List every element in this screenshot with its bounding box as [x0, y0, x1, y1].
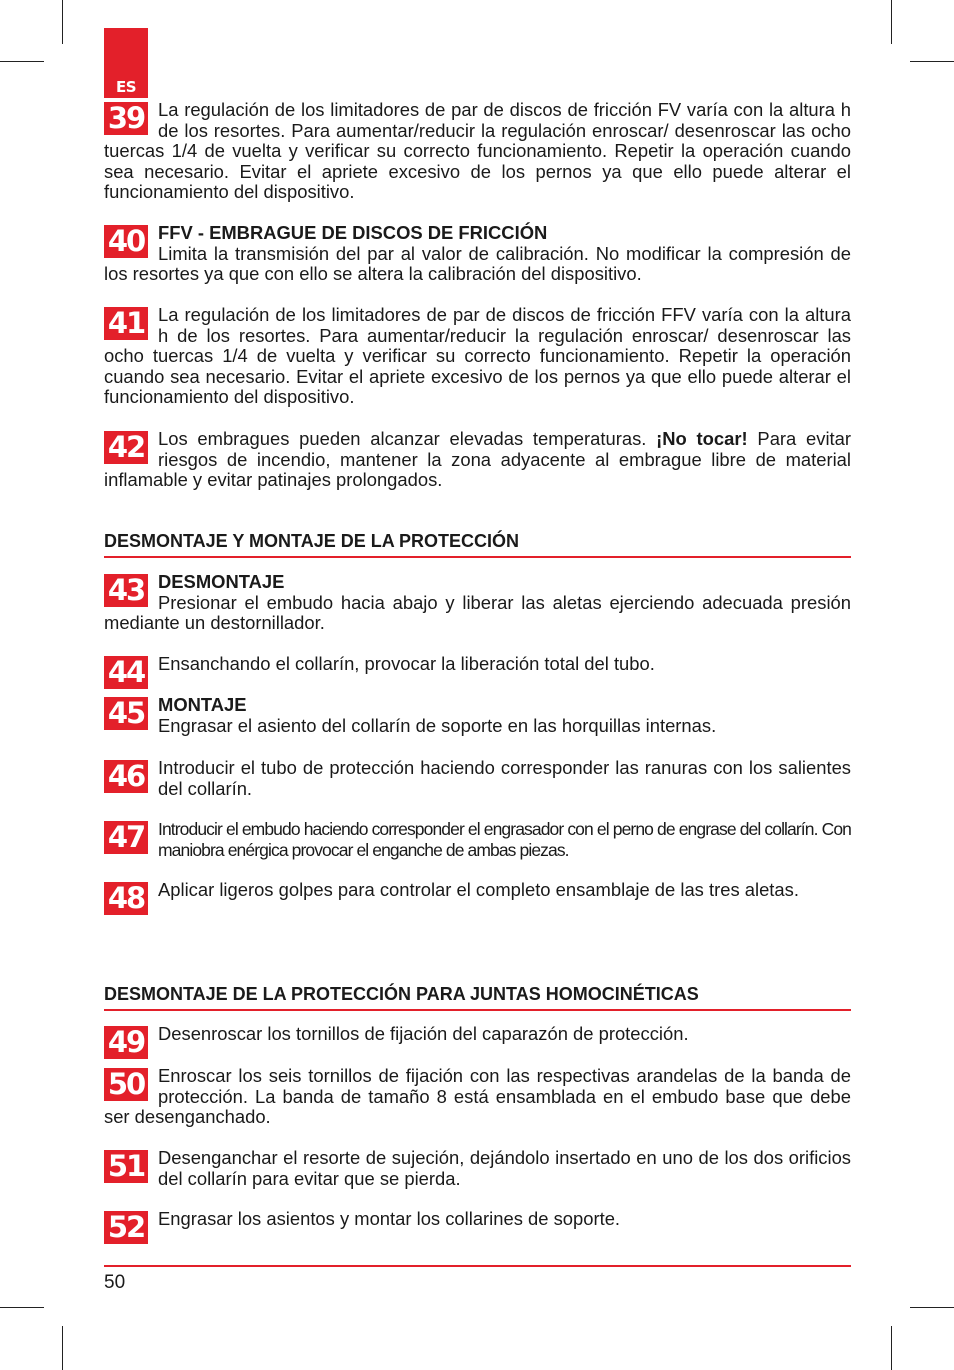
step-48	[104, 880, 851, 915]
step-45	[104, 695, 851, 736]
step-40	[104, 223, 851, 285]
crop-mark	[891, 0, 892, 44]
step-number: 40	[104, 225, 148, 258]
crop-mark	[62, 0, 63, 44]
step-number: 46	[104, 760, 148, 793]
step-number: 43	[104, 574, 148, 607]
crop-mark	[0, 61, 44, 62]
step-text: Ensanchando el collarín, provocar la liberación total del tubo.	[158, 653, 655, 674]
step-number: 52	[104, 1211, 148, 1244]
crop-mark	[0, 1307, 44, 1308]
section-heading-cv-guard: DESMONTAJE DE LA PROTECCIÓN PARA JUNTAS HOMOCINÉTICAS	[104, 983, 851, 1011]
crop-mark	[62, 1326, 63, 1370]
step-subtitle: FFV - EMBRAGUE DE DISCOS DE FRICCIÓN	[158, 222, 548, 243]
step-46	[104, 758, 851, 799]
step-text: Enroscar los seis tornillos de fijación con las respectivas arandelas de la banda de protección. La banda de tamaño 8 está ensamblada en el embudo base que debe ser desenganchado.	[104, 1065, 851, 1127]
step-text: Para evitar riesgos de incendio, mantener la zona adyacente al embrague libre de material inflamable y evitar patinajes prolongados.	[104, 428, 851, 490]
step-number: 39	[104, 102, 148, 135]
step-text: Desenganchar el resorte de sujeción, dejándolo insertado en uno de los dos orificios del collarín para evitar que se pierda.	[158, 1147, 851, 1189]
step-text: Introducir el embudo haciendo corresponder el engrasador con el perno de engrase del collarín. Con maniobra enérgica provocar el enganche de ambas piezas.	[158, 819, 851, 860]
step-47	[104, 819, 851, 860]
step-41	[104, 305, 851, 408]
step-text: Engrasar el asiento del collarín de soporte en las horquillas internas.	[158, 714, 717, 736]
step-text: La regulación de los limitadores de par de discos de fricción FV varía con la altura h de los resortes. Para aumentar/reducir la regulación enroscar/ desenroscar las ocho tuercas 1/4 de vuelta y verificar su correcto funcionamiento. Repetir la operación cuando sea necesario. Evitar el apriete excesivo de los pernos ya que ello puede alterar el funcionamiento del dispositivo.	[104, 99, 851, 202]
step-number: 41	[104, 307, 148, 340]
step-number: 48	[104, 882, 148, 915]
step-44	[104, 654, 851, 689]
step-52	[104, 1209, 851, 1244]
warning-text: ¡No tocar!	[656, 428, 748, 449]
page-number: 50	[104, 1272, 126, 1293]
crop-mark	[910, 61, 954, 62]
step-51	[104, 1148, 851, 1189]
step-42	[104, 429, 851, 491]
step-number: 42	[104, 431, 148, 464]
step-text: Aplicar ligeros golpes para controlar el completo ensamblaje de las tres aletas.	[158, 879, 799, 900]
step-50	[104, 1066, 851, 1128]
step-number: 51	[104, 1150, 148, 1183]
step-number: 47	[104, 821, 148, 854]
step-text: La regulación de los limitadores de par de discos de fricción FFV varía con la altura h de los resortes. Para aumentar/reducir la regulación enroscar/ desenroscar las ocho tuercas 1/4 de vuelta y verificar su correcto funcionamiento. Repetir la operación cuando sea necesario. Evitar el apriete excesivo de los pernos ya que ello puede alterar el funcionamiento del dispositivo.	[104, 304, 851, 407]
step-text: Los embragues pueden alcanzar elevadas temperaturas.	[158, 428, 647, 449]
step-text: Presionar el embudo hacia abajo y liberar las aletas ejerciendo adecuada presión mediante un destornillador.	[104, 591, 851, 633]
step-text: Engrasar los asientos y montar los collarines de soporte.	[158, 1208, 621, 1229]
step-text: Limita la transmisión del par al valor de calibración. No modificar la compresión de los resortes ya que con ello se altera la calibración del dispositivo.	[104, 242, 851, 284]
crop-mark	[891, 1326, 892, 1370]
step-number: 44	[104, 656, 148, 689]
step-text: Introducir el tubo de protección haciendo corresponder las ranuras con los salientes del collarín.	[158, 757, 851, 799]
language-tab: ES	[104, 28, 148, 98]
section-heading-guard: DESMONTAJE Y MONTAJE DE LA PROTECCIÓN	[104, 530, 851, 558]
crop-mark	[910, 1307, 954, 1308]
step-39	[104, 100, 851, 203]
step-number: 49	[104, 1026, 148, 1059]
footer-divider	[104, 1265, 851, 1267]
step-subtitle: MONTAJE	[158, 694, 247, 715]
step-number: 45	[104, 697, 148, 730]
step-subtitle: DESMONTAJE	[158, 571, 285, 592]
step-text: Desenroscar los tornillos de fijación del caparazón de protección.	[158, 1023, 689, 1044]
step-number: 50	[104, 1068, 148, 1101]
step-43	[104, 572, 851, 634]
step-49	[104, 1024, 851, 1059]
